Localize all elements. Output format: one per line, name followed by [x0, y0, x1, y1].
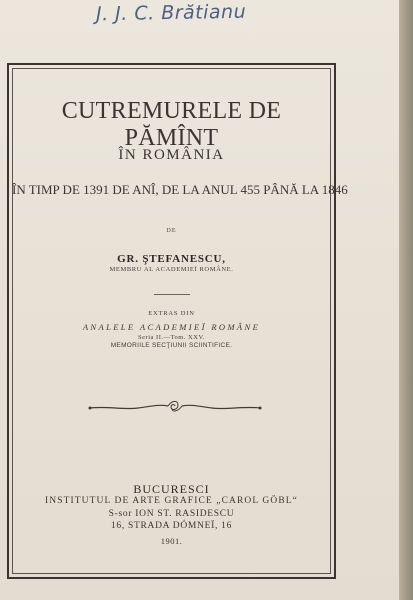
- extract-label: EXTRAS DIN: [148, 310, 195, 317]
- imprint-city: BUCURESCI: [133, 482, 210, 496]
- title-page-content: [12, 68, 348, 574]
- journal-name: ANALELE ACADEMIEÏ ROMÂNE: [82, 322, 261, 332]
- handwritten-signature: J. J. C. Brătianu: [95, 0, 247, 26]
- journal-section: MEMORIILE SECŢIUNII SCIINTIFICE.: [110, 342, 233, 349]
- author-affiliation: MEMBRU AL ACADEMIEÏ ROMÂNE.: [109, 266, 234, 273]
- journal-series: Seria II.—Tom. XXV.: [138, 334, 205, 341]
- ornament-divider: [88, 398, 262, 418]
- page-edge-shadow: [399, 0, 413, 600]
- separator-rule: [154, 294, 190, 295]
- imprint-year: 1901.: [160, 536, 183, 546]
- book-subtitle: ÎN ROMÂNIA: [118, 147, 225, 163]
- author-name: GR. ŞTEFANESCU,: [117, 253, 226, 265]
- book-period: ÎN TIMP DE 1391 DE ANÎ, DE LA ANUL 455 PÂNĂ LA 1846: [12, 182, 348, 197]
- imprint-address: 16, STRADA DÓMNEÏ, 16: [110, 521, 233, 531]
- imprint-proprietor: S-sor ION ST. RASIDESCU: [108, 509, 235, 519]
- imprint-publisher: INSTITUTUL DE ARTE GRAFICE „CAROL GÖBL“: [45, 496, 298, 506]
- book-title: CUTREMURELE DE PĂMÎNT: [61, 98, 282, 151]
- author-prefix: DE: [166, 228, 177, 234]
